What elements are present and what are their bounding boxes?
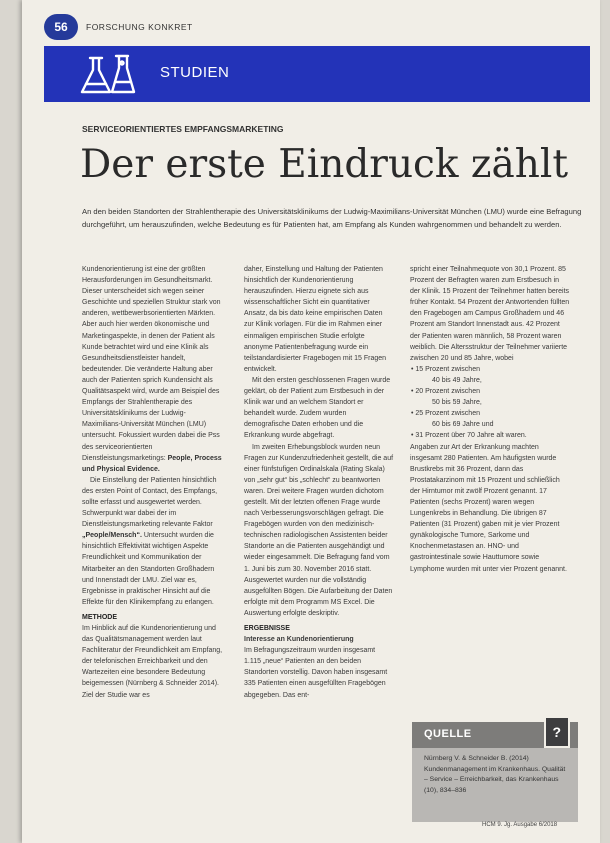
- paragraph: Angaben zur Art der Erkrankung machten insgesamt 280 Patienten. Am häufigsten wurde Brustkrebs mit 36 Prozent, dann das Prostatakarzinom mit 15 Prozent und schließlich der Hirntumor mit zwölf Prozent genannt. 17 Patienten (sechs Prozent) waren wegen Lungenkrebs in Behandlung. Die übrigen 87 Patienten (31 Prozent) gaben mit je vier Prozent gynäkologische Tumore, Sarkome und Knochenmetastasen an. HNO- und gastrointestinale sowie Hauttumore sowie Lymphome wurden mit unter vier Prozent genannt.: [410, 443, 567, 573]
- source-box: [412, 722, 578, 822]
- paragraph: Die Einstellung der Patienten hinsichtlich des ersten Point of Contact, des Empfangs, sollte erfasst und ausgewertet werden. Schwerpunkt war dabei der im Dienstleistungsmarketing relevante Faktor „People/Mensch“. Untersucht wurden die hinsichtlich Effektivität wichtigen Aspekte Freundlichkeit und Kommunikation der Mitarbeiter an den Standorten Großhadern und Innenstadt der LMU. Ziel war es, Ergebnisse in praktischer Hinsicht auf die Effekte für den Klinikempfang zu erlangen.: [82, 476, 218, 606]
- article-column-3: [410, 264, 570, 575]
- section-heading-ergebnisse: ERGEBNISSE: [244, 625, 290, 632]
- list-item: • 20 Prozent zwischen 50 bis 59 Jahre,: [411, 388, 482, 407]
- question-book-icon: ?: [544, 716, 570, 748]
- footer-volume: 9. Jg.: [497, 822, 513, 828]
- paragraph: Im Befragungszeitraum wurden insgesamt 1.115 „neue“ Patienten an den beiden Standorten vorstellig. Davon haben insgesamt 335 Patienten einen ausgefüllten Fragebögen abgegeben. Das ent-: [244, 647, 388, 699]
- paragraph: Im zweiten Erhebungsblock wurden neun Fragen zur Kundenzufriedenheit gestellt, die auf einer fünfstufigen Ordinalskala (Rating Skala) von „sehr gut“ bis „schlecht“ zu beantworten waren. Drei weitere Fragen wurden dichotom gestellt. Mit der letzten offenen Frage wurde nach Verbesserungsvorschlägen gefragt. Die Fragebögen wurden von den medizinisch-technischen radiologischen Assistenten beider Standorte an die Patienten ausgehändigt und wieder eingesammelt. Die Befragung fand vom 1. Juni bis zum 30. November 2016 statt. Ausgewertet wurden nur die vollständig ausgefüllten Bögen. Die Aufarbeitung der Daten erfolgte mit dem Programm MS Excel. Die Auswertung erfolgte deskriptiv.: [244, 443, 394, 617]
- footer-issue: Ausgabe 6/2018: [513, 822, 558, 828]
- page-footer: [482, 822, 557, 828]
- list-item: • 25 Prozent zwischen 60 bis 69 Jahre und: [411, 410, 494, 429]
- article-column-1: [82, 264, 224, 701]
- subheading-interesse: Interesse an Kundenorientierung: [244, 636, 354, 644]
- paragraph: Im Hinblick auf die Kundenorientierung und das Qualitätsmanagement werden laut Fachliteratur der Freundlichkeit am Empfang, der telefonischen Erreichbarkeit und den Wartezeiten eine besondere Bedeutung beigemessen (Nürnberg & Schneider 2014). Ziel der Studie war es: [82, 625, 223, 699]
- list-item: • 31 Prozent über 70 Jahre alt waren.: [411, 432, 527, 440]
- article-lead: An den beiden Standorten der Strahlentherapie des Universitätsklinikums der Ludwig-Maximilians-Universität München (LMU) wurde eine Befragung durchgeführt, um herauszufinden, welche Bedeutung es für Patienten hat, am Empfang als Kunden wahrgenommen und behandelt zu werden.: [82, 207, 582, 229]
- lab-flask-icon: [78, 54, 140, 96]
- magazine-page: [22, 0, 600, 843]
- page-number-badge: 56: [44, 14, 78, 40]
- footer-journal: HCM: [482, 822, 496, 828]
- banner-title: STUDIEN: [160, 64, 230, 81]
- source-box-header: [412, 722, 578, 748]
- paragraph: Mit den ersten geschlossenen Fragen wurde geklärt, ob der Patient zum Erstbesuch in der Klinik war und an welchem Standort er behandelt wurde. Zudem wurden demografische Daten erhoben und die Erkrankung wurde abgefragt.: [244, 376, 391, 440]
- paragraph: spricht einer Teilnahmequote von 30,1 Prozent. 85 Prozent der Befragten waren zum Erstbesuch in der Klinik. 15 Prozent der Teilnehmer hatten bereits früher Kontakt. 54 Prozent der Antwortenden füllten den Fragebogen am Campus Großhadern und 46 Prozent am Standort Innenstadt aus. 42 Prozent der Patienten waren männlich, 58 Prozent waren weiblich. Die Altersstruktur der Teilnehmer variierte zwischen 20 und 85 Jahre, wobei: [410, 266, 570, 362]
- section-heading-methode: METHODE: [82, 613, 117, 621]
- source-citation: Nürnberg V. & Schneider B. (2014) Kundenmanagement im Krankenhaus. Qualität – Service – Erreichbarkeit, das Krankenhaus (10), 834–836: [424, 755, 566, 794]
- paragraph: daher, Einstellung und Haltung der Patienten hinsichtlich der Kundenorientierung herauszufinden. Hierzu eignete sich aus wissenschaftlicher Sicht ein quantitativer Ansatz, da bis dato keine empirischen Daten zur Klinik vorlagen. Für die im Rahmen einer einmaligen empirischen Studie erfolgte anonyme Patientenbefragung wurde ein teilstandardisierter Fragebogen mit 15 Fragen entwickelt.: [244, 266, 387, 373]
- article-kicker: SERVICEORIENTIERTES EMPFANGSMARKETING: [82, 124, 284, 134]
- article-column-2: [244, 264, 394, 701]
- source-heading: QUELLE: [424, 728, 472, 740]
- article-headline: Der erste Eindruck zählt: [80, 142, 568, 187]
- paragraph: Kundenorientierung ist eine der größten Herausforderungen im Gesundheitsmarkt. Dieser unterscheidet sich wegen seiner Geschichte und speziellen Struktur stark von anderen, wettbewerbsorientierten Märkten. Aber auch hier werden ökonomische und Marketingaspekte, in denen der Patient als Kunde betrachtet wird und eine Klinik als Gesundheitsdienstleister handelt, bedeutender. Die veränderte Haltung aber auch der Patienten sprich Kundensicht als Qualitätsaspekt wird, wurde am Beispiel des Empfangs der Strahlentherapie des Universitätsklinikums der Ludwig-Maximilians-Universität München (LMU) untersucht. Fokussiert wurden dabei die Pss des serviceorientierten Dienstleistungsmarketings: People, Process und Physical Evidence.: [82, 266, 222, 473]
- age-bullet-list: [410, 364, 570, 442]
- studien-banner: [44, 46, 590, 102]
- list-item: • 15 Prozent zwischen 40 bis 49 Jahre,: [411, 365, 482, 384]
- page-header: [44, 14, 193, 40]
- section-label: FORSCHUNG KONKRET: [86, 22, 193, 32]
